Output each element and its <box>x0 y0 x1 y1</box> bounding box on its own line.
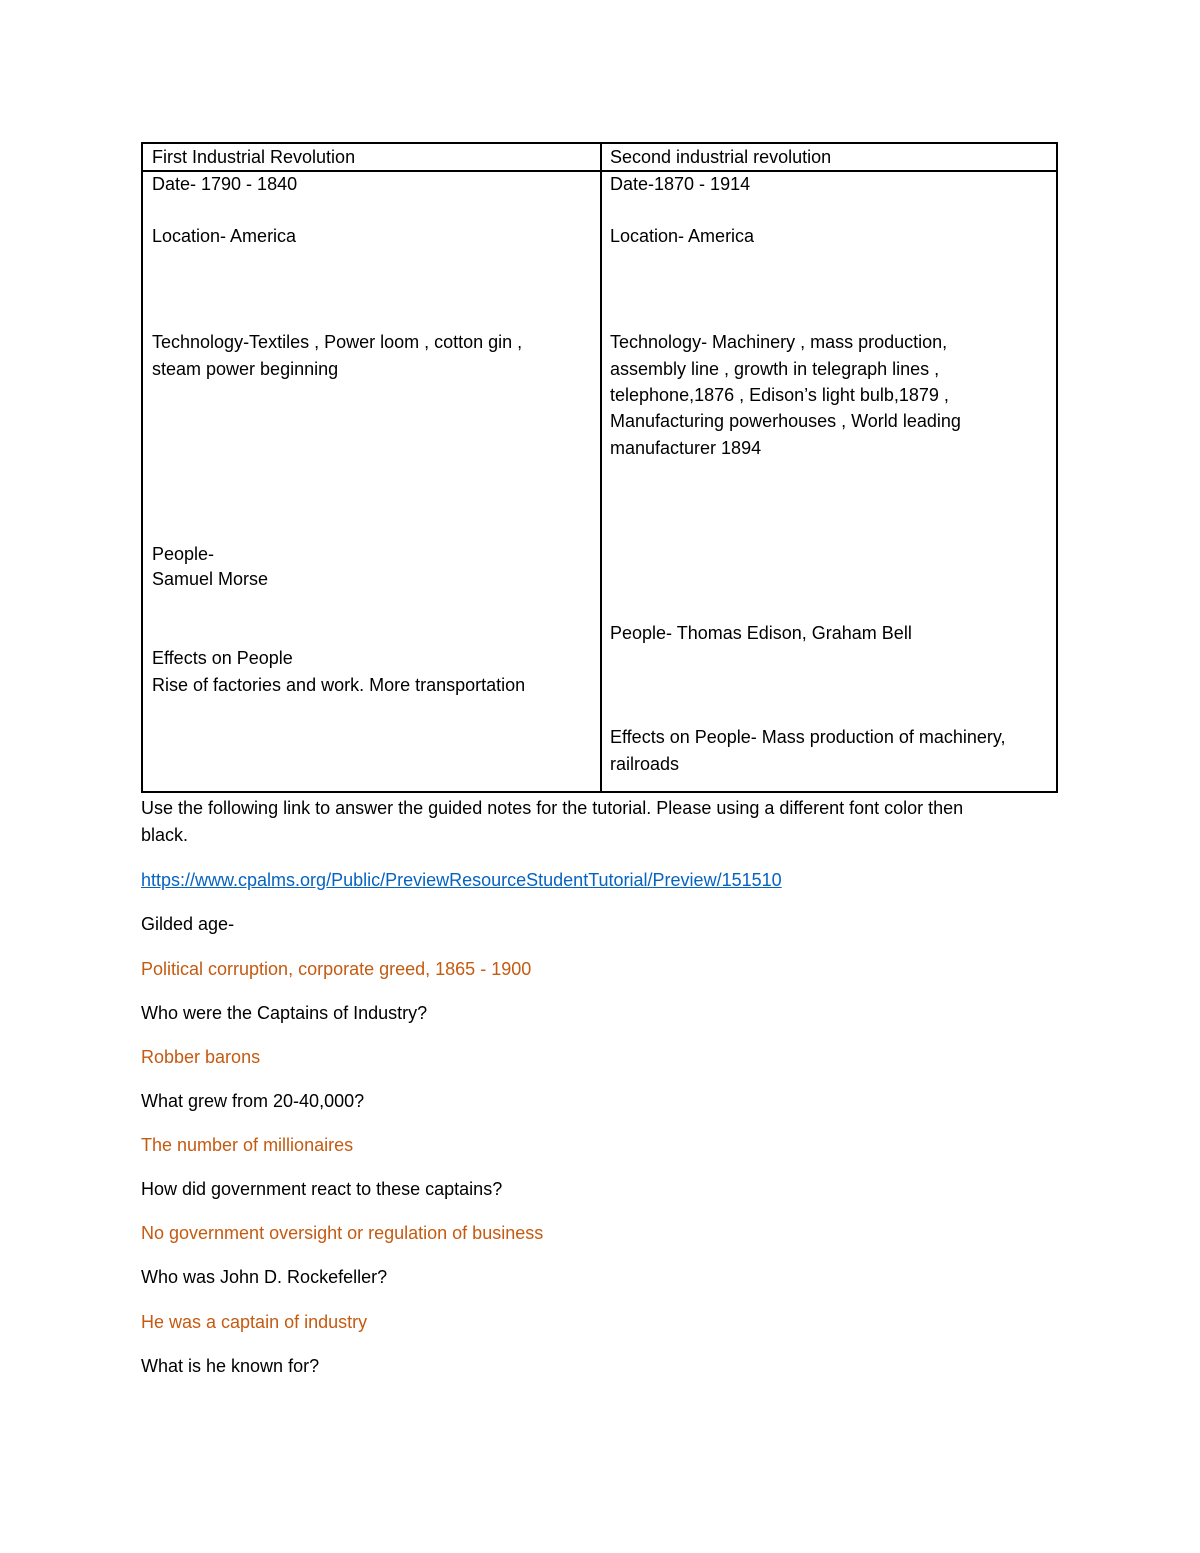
question-gilded-age: Gilded age- <box>141 914 235 934</box>
first-rev-location: Location- America <box>152 226 297 246</box>
second-rev-technology-line3: telephone,1876 , Edison’s light bulb,1879 , <box>610 385 949 405</box>
second-rev-effects-line2: railroads <box>610 754 680 774</box>
second-rev-technology-line2: assembly line , growth in telegraph lines , <box>610 359 940 379</box>
first-rev-technology-line1: Technology-Textiles , Power loom , cotton gin , <box>152 332 523 352</box>
answer-what-grew: The number of millionaires <box>141 1135 354 1155</box>
answer-gilded-age: Political corruption, corporate greed, 1865 - 1900 <box>141 959 532 979</box>
instructions-line2: black. <box>141 825 189 845</box>
first-rev-people-name: Samuel Morse <box>152 569 269 589</box>
question-rockefeller: Who was John D. Rockefeller? <box>141 1267 388 1287</box>
table-column-divider <box>600 144 602 791</box>
second-rev-date: Date-1870 - 1914 <box>610 174 751 194</box>
instructions-line1: Use the following link to answer the guided notes for the tutorial. Please using a different font color then <box>141 798 964 818</box>
first-rev-people-label: People- <box>152 544 215 564</box>
second-rev-effects-line1: Effects on People- Mass production of machinery, <box>610 727 1006 747</box>
question-what-grew: What grew from 20-40,000? <box>141 1091 365 1111</box>
question-government: How did government react to these captains? <box>141 1179 503 1199</box>
second-rev-technology-line1: Technology- Machinery , mass production, <box>610 332 948 352</box>
table-header-second: Second industrial revolution <box>610 147 832 167</box>
table-header-first: First Industrial Revolution <box>152 147 356 167</box>
first-rev-date: Date- 1790 - 1840 <box>152 174 298 194</box>
first-rev-technology-line2: steam power beginning <box>152 359 339 379</box>
answer-captains: Robber barons <box>141 1047 261 1067</box>
question-captains: Who were the Captains of Industry? <box>141 1003 428 1023</box>
second-rev-technology-line4: Manufacturing powerhouses , World leading <box>610 411 961 431</box>
second-rev-location: Location- America <box>610 226 755 246</box>
second-rev-people: People- Thomas Edison, Graham Bell <box>610 623 912 643</box>
first-rev-effects-label: Effects on People <box>152 648 293 668</box>
answer-government: No government oversight or regulation of business <box>141 1223 544 1243</box>
first-rev-effects-text: Rise of factories and work. More transportation <box>152 675 526 695</box>
second-rev-technology-line5: manufacturer 1894 <box>610 438 762 458</box>
tutorial-link[interactable]: https://www.cpalms.org/Public/PreviewResourceStudentTutorial/Preview/151510 <box>141 870 782 890</box>
answer-rockefeller: He was a captain of industry <box>141 1312 368 1332</box>
question-known-for: What is he known for? <box>141 1356 320 1376</box>
